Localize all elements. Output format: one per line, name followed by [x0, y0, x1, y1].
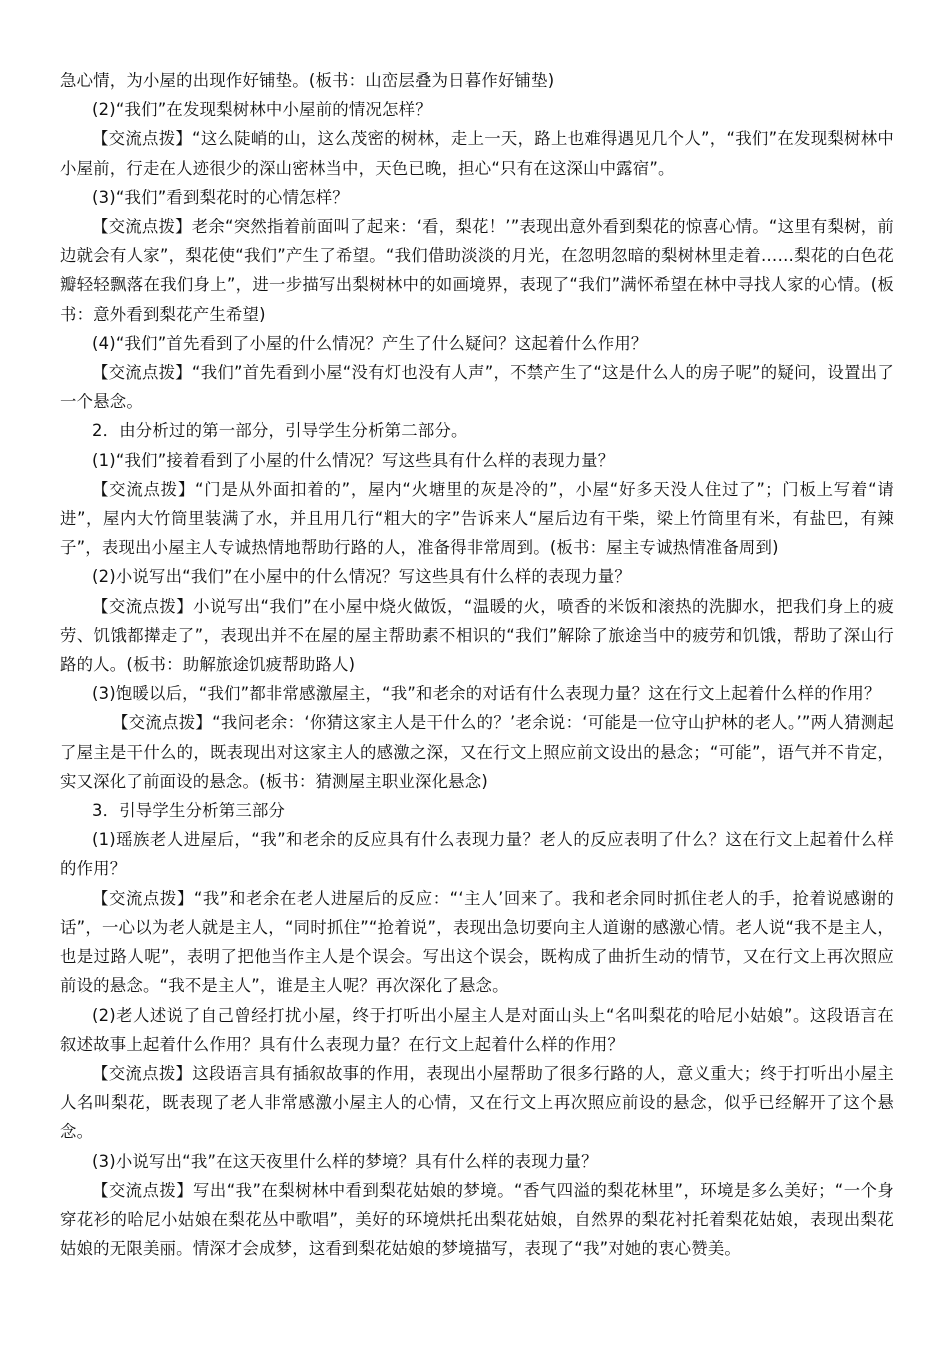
- answer-4: 【交流点拨】“我们”首先看到小屋“没有灯也没有人声”，不禁产生了“这是什么人的房子呢”的疑问，设置出了一个悬念。: [60, 363, 894, 412]
- section3-question-3: (3)小说写出“我”在这天夜里什么样的梦境？具有什么样的表现力量？: [92, 1151, 598, 1171]
- section3-answer-1: 【交流点拨】“我”和老余在老人进屋后的反应：“‘主人’回来了。我和老余同时抓住老人的手，抢着说感谢的话”，一心以为老人就是主人，“同时抓住”“抢着说”，表现出急切要向主人道谢的感激心情。老人说“我不是主人，也是过路人呢”，表明了把他当作主人是个误会。写出这个误会，既构成了曲折生动的情节，又在行文上再次照应前设的悬念。“我不是主人”，谁是主人呢？再次深化了悬念。: [60, 888, 894, 996]
- section3-answer-3: 【交流点拨】写出“我”在梨树林中看到梨花姑娘的梦境。“香气四溢的梨花林里”，环境是多么美好；“一个身穿花衫的哈尼小姑娘在梨花丛中歌唱”，美好的环境烘托出梨花姑娘，自然界的梨花衬托着梨花姑娘，表现出梨花姑娘的无限美丽。情深才会成梦，这看到梨花姑娘的梦境描写，表现了“我”对她的衷心赞美。: [60, 1180, 894, 1259]
- section2-answer-1: 【交流点拨】“门是从外面扣着的”，屋内“火塘里的灰是冷的”，小屋“好多天没人住过了”；门板上写着“请进”，屋内大竹筒里装满了水，并且用几行“粗大的字”告诉来人“屋后边有干柴，梁上竹筒里有米，有盐巴，有辣子”，表现出小屋主人专诚热情地帮助行路的人，准备得非常周到。(板书：屋主专诚热情准备周到): [60, 479, 894, 558]
- section2-question-1: (1)“我们”接着看到了小屋的什么情况？写这些具有什么样的表现力量？: [92, 450, 615, 470]
- section2-answer-2: 【交流点拨】小说写出“我们”在小屋中烧火做饭，“温暖的火，喷香的米饭和滚热的洗脚水，把我们身上的疲劳、饥饿都撵走了”，表现出并不在屋的屋主帮助素不相识的“我们”解除了旅途当中的疲劳和饥饿，帮助了深山行路的人。(板书：助解旅途饥疲帮助路人): [60, 596, 894, 675]
- section2-question-3: (3)饱暖以后，“我们”都非常感激屋主，“我”和老余的对话有什么表现力量？这在行文上起着什么样的作用？: [92, 684, 881, 704]
- paragraph-continuation: 急心情，为小屋的出现作好铺垫。(板书：山峦层叠为日暮作好铺垫): [60, 71, 555, 90]
- section3-question-1: (1)瑶族老人进屋后，“我”和老余的反应具有什么表现力量？老人的反应表明了什么？这在行文上起着什么样的作用？: [60, 830, 894, 879]
- section-heading-2: 2．由分析过的第一部分，引导学生分析第二部分。: [92, 421, 468, 441]
- section2-answer-3: 【交流点拨】“我问老余：‘你猜这家主人是干什么的？’老余说：‘可能是一位守山护林的老人。’”两人猜测起了屋主是干什么的，既表现出对这家主人的感激之深，又在行文上照应前文设出的悬念；“可能”，语气并不肯定，实又深化了前面设的悬念。(板书：猜测屋主职业深化悬念): [60, 713, 894, 791]
- section3-answer-2: 【交流点拨】这段语言具有插叙故事的作用，表现出小屋帮助了很多行路的人，意义重大；终于打听出小屋主人名叫梨花，既表现了老人非常感激小屋主人的心情，又在行文上再次照应前设的悬念，似乎已经解开了这个悬念。: [60, 1063, 894, 1142]
- question-2: (2)“我们”在发现梨树林中小屋前的情况怎样？: [92, 100, 432, 120]
- question-3: (3)“我们”看到梨花时的心情怎样？: [92, 187, 349, 207]
- answer-3: 【交流点拨】老余“突然指着前面叫了起来：‘看，梨花！’”表现出意外看到梨花的惊喜心情。“这里有梨树，前边就会有人家”，梨花使“我们”产生了希望。“我们借助淡淡的月光，在忽明忽暗的梨树林里走着……梨花的白色花瓣轻轻飘落在我们身上”，进一步描写出梨树林中的如画境界，表现了“我们”满怀希望在林中寻找人家的心情。(板书：意外看到梨花产生希望): [60, 217, 894, 324]
- section-heading-3: 3．引导学生分析第三部分: [92, 801, 286, 821]
- section2-question-2: (2)小说写出“我们”在小屋中的什么情况？写这些具有什么样的表现力量？: [92, 567, 631, 587]
- question-4: (4)“我们”首先看到了小屋的什么情况？产生了什么疑问？这起着什么作用？: [92, 333, 648, 353]
- section3-question-2: (2)老人述说了自己曾经打扰小屋，终于打听出小屋主人是对面山头上“名叫梨花的哈尼小姑娘”。这段语言在叙述故事上起着什么作用？具有什么表现力量？在行文上起着什么样的作用？: [60, 1005, 894, 1054]
- answer-2: 【交流点拨】“这么陡峭的山，这么茂密的树林，走上一天，路上也难得遇见几个人”，“我们”在发现梨树林中小屋前，行走在人迹很少的深山密林当中，天色已晚，担心“只有在这深山中露宿”。: [60, 129, 894, 178]
